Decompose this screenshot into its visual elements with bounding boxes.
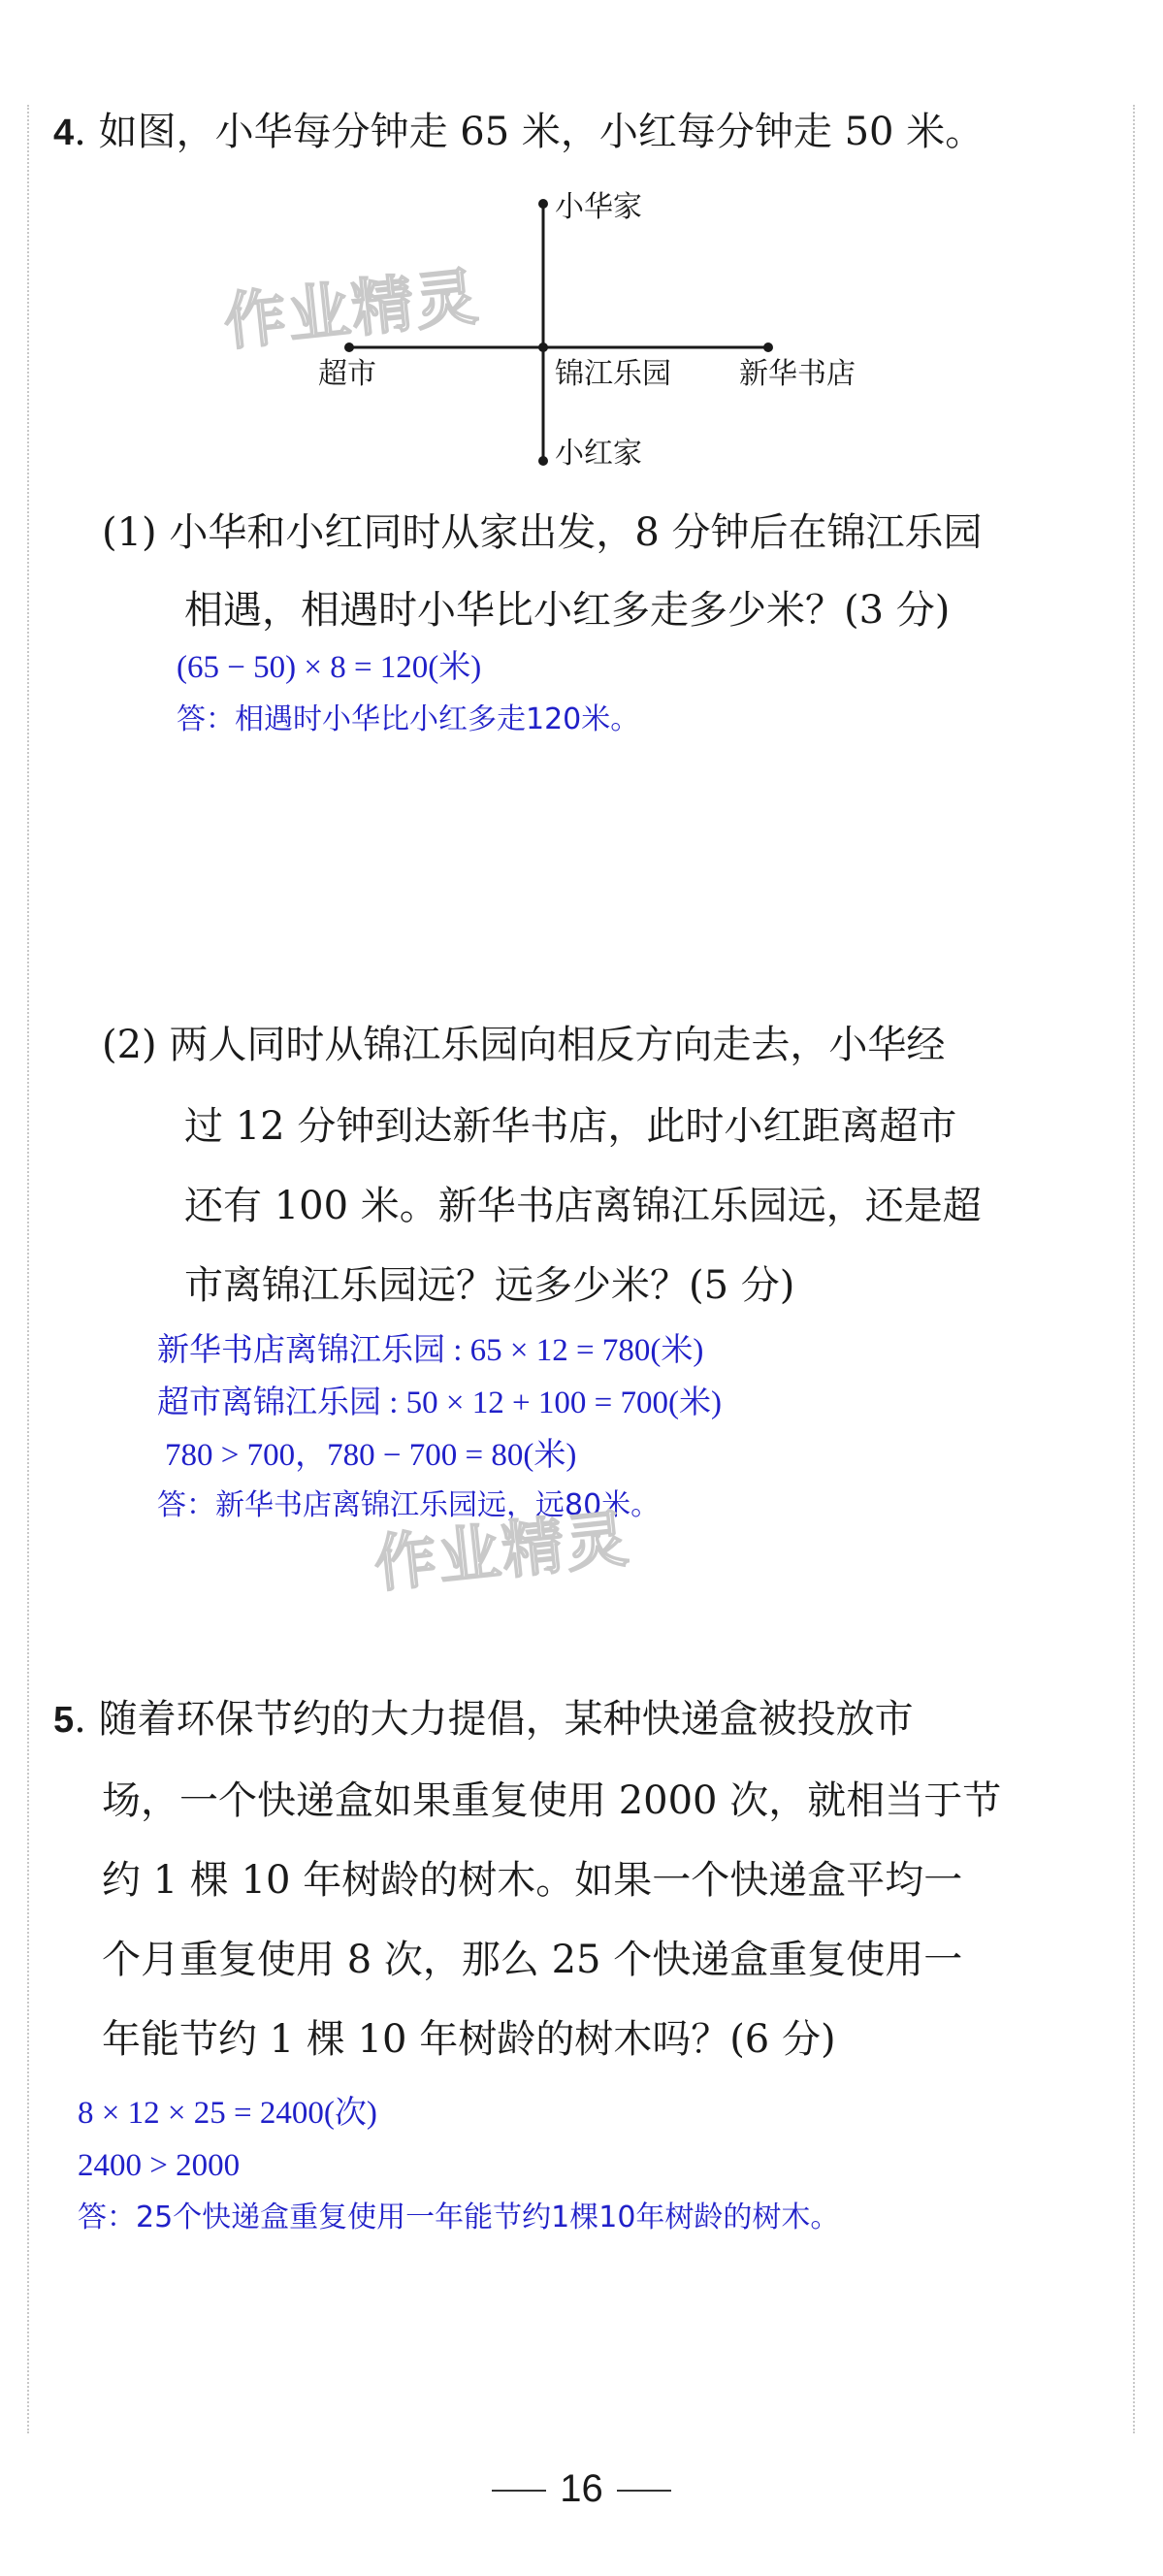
q5-answer-2: 2400 > 2000 [78, 2148, 241, 2183]
q5-line1-text: . 随着环保节约的大力提倡，某种快递盒被投放市 [74, 1697, 914, 1742]
q4-part1-answer-text: 答：相遇时小华比小红多走120米。 [177, 702, 640, 736]
q4-number: 4 [53, 113, 75, 153]
q4-stem [53, 109, 984, 156]
q4-part2-answer-3: 780 > 700，780 − 700 = 80(米) [165, 1438, 577, 1473]
q5-line5: 年能节约 1 棵 10 年树龄的树木吗？(6 分) [102, 2017, 836, 2062]
q4-part2-answer-2: 超市离锦江乐园 : 50 × 12 + 100 = 700(米) [157, 1386, 722, 1420]
q5-line1 [53, 1696, 914, 1744]
watermark-2: 作业精灵 [371, 1503, 633, 1602]
q4-part2-answer-text: 答：新华书店离锦江乐园远，远80米。 [157, 1488, 661, 1522]
page-number-dash-left [492, 2490, 546, 2492]
q4-part2-answer-1: 新华书店离锦江乐园 : 65 × 12 = 780(米) [157, 1333, 704, 1368]
left-margin-line [27, 105, 29, 2433]
map-point-jinjiang-park [538, 342, 548, 352]
page-number-value: 16 [560, 2467, 603, 2510]
page-number-dash-right [617, 2490, 671, 2492]
watermark-1: 作业精灵 [220, 261, 483, 360]
map-point-bookstore [763, 342, 773, 352]
q4-part2-line3: 还有 100 米。新华书店离锦江乐园远，还是超 [184, 1184, 982, 1228]
right-margin-line [1133, 105, 1135, 2433]
q4-part1-answer-calc: (65 − 50) × 8 = 120(米) [177, 650, 482, 685]
map-point-xiaohua-home [538, 199, 548, 209]
q4-part1-line1: (1) 小华和小红同时从家出发，8 分钟后在锦江乐园 [102, 510, 983, 555]
map-label-east: 新华书店 [739, 357, 856, 391]
q4-part2-line2: 过 12 分钟到达新华书店，此时小红距离超市 [184, 1104, 957, 1149]
q4-part1-line2: 相遇，相遇时小华比小红多走多少米？(3 分) [184, 588, 951, 633]
q5-line2: 场，一个快递盒如果重复使用 2000 次，就相当于节 [102, 1778, 1002, 1823]
map-label-north: 小华家 [555, 190, 642, 224]
q4-text: . 如图，小华每分钟走 65 米，小红每分钟走 50 米。 [74, 110, 985, 154]
q4-part2-line4: 市离锦江乐园远？远多少米？(5 分) [184, 1263, 795, 1308]
q5-answer-1: 8 × 12 × 25 = 2400(次) [78, 2096, 377, 2131]
map-label-west: 超市 [318, 357, 376, 391]
page-number [0, 2467, 1163, 2511]
q5-number: 5 [53, 1700, 75, 1741]
q4-part2-line1: (2) 两人同时从锦江乐园向相反方向走去，小华经 [102, 1023, 946, 1067]
map-point-xiaohong-home [538, 456, 548, 466]
map-label-center: 锦江乐园 [555, 357, 671, 391]
q5-answer-text: 答：25个快递盒重复使用一年能节约1棵10年树龄的树木。 [78, 2201, 840, 2234]
q5-line3: 约 1 棵 10 年树龄的树木。如果一个快递盒平均一 [102, 1858, 963, 1903]
map-label-south: 小红家 [555, 437, 642, 471]
q5-line4: 个月重复使用 8 次，那么 25 个快递盒重复使用一 [102, 1938, 963, 1982]
